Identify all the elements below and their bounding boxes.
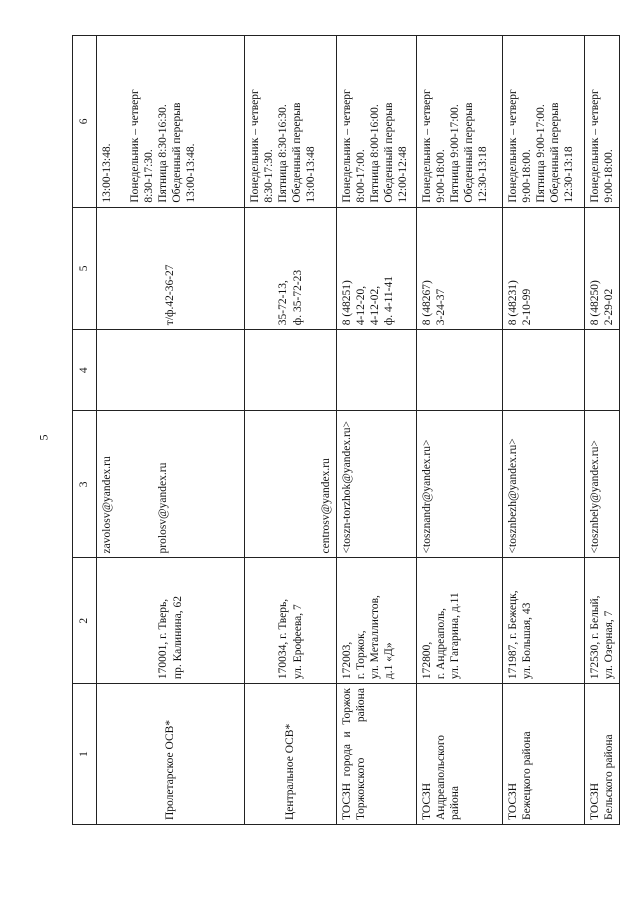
- office-email: zavolosv@yandex.ru prolosv@yandex.ru: [97, 411, 245, 558]
- table-row: [245, 36, 337, 825]
- table-row: [585, 36, 620, 825]
- office-email: <toszn-torzhok@yandex.ru>: [337, 411, 417, 558]
- office-name: ТОСЗН города и Торжок Торжокского района: [337, 684, 417, 825]
- header-col-1: 1: [73, 684, 97, 825]
- office-col4: [337, 330, 417, 411]
- office-hours: Понедельник – четверг 8:00-17:00. Пятница 8:00-16:00. Обеденный перерыв 12:00-12:48: [337, 36, 417, 208]
- office-phone: 8 (48251) 4-12-20, 4-12-02, ф. 4-11-41: [337, 207, 417, 330]
- office-col4: [585, 330, 620, 411]
- office-phone: т/ф.42-36-27: [97, 207, 245, 330]
- office-name: Центральное ОСВ*: [245, 684, 337, 825]
- header-col-6: 6: [73, 36, 97, 208]
- office-name: Пролетарское ОСВ*: [97, 684, 245, 825]
- office-hours: Понедельник – четверг 9:00-18:00. Пятница 9:00-17:00. Обеденный перерыв 12:30-13:18: [417, 36, 503, 208]
- office-name: ТОСЗН Бельского района: [585, 684, 620, 825]
- office-col4: [417, 330, 503, 411]
- office-phone: 8 (48267) 3-24-37: [417, 207, 503, 330]
- office-hours: Понедельник – четверг 9:00-18:00.: [585, 36, 620, 208]
- office-col4: [503, 330, 585, 411]
- office-hours: Понедельник – четверг 9:00-18:00. Пятница 9:00-17:00. Обеденный перерыв 12:30-13:18: [503, 36, 585, 208]
- office-hours: 13:00-13:48. Понедельник – четверг 8:30-17:30. Пятница 8:30-16:30. Обеденный перерыв 13:00-13:48.: [97, 36, 245, 208]
- office-phone: 8 (48231) 2-10-99: [503, 207, 585, 330]
- office-name: ТОСЗН Бежецкого района: [503, 684, 585, 825]
- header-col-4: 4: [73, 330, 97, 411]
- office-email: <tosznbezh@yandex.ru>: [503, 411, 585, 558]
- page-number: 5: [36, 434, 51, 441]
- header-col-5: 5: [73, 207, 97, 330]
- office-name: ТОСЗН Андреапольского района: [417, 684, 503, 825]
- office-address: 172003, г. Торжок, ул. Металлистов, д.1 «Д»: [337, 558, 417, 684]
- header-col-3: 3: [73, 411, 97, 558]
- rotated-table-container: [72, 35, 616, 825]
- office-col4: [245, 330, 337, 411]
- table-row: [337, 36, 417, 825]
- office-phone: 8 (48250) 2-29-02: [585, 207, 620, 330]
- office-phone: 35-72-13, ф. 35-72-23: [245, 207, 337, 330]
- table-row: [97, 36, 245, 825]
- office-address: 170001, г. Тверь, пр. Калинина, 62: [97, 558, 245, 684]
- office-email: <tosznbely@yandex.ru>: [585, 411, 620, 558]
- table-header-row: [73, 36, 97, 825]
- office-address: 172530, г. Белый, ул. Озерная, 7: [585, 558, 620, 684]
- contacts-table: [72, 35, 620, 825]
- office-hours: Понедельник – четверг 8:30-17:30. Пятница 8:30-16:30. Обеденный перерыв 13:00-13:48: [245, 36, 337, 208]
- header-col-2: 2: [73, 558, 97, 684]
- office-address: 172800, г. Андреаполь, ул. Гагарина, д.11: [417, 558, 503, 684]
- table-row: [503, 36, 585, 825]
- office-address: 170034, г. Тверь, ул. Ерофеева, 7: [245, 558, 337, 684]
- office-email: centrosv@yandex.ru: [245, 411, 337, 558]
- office-col4: [97, 330, 245, 411]
- office-address: 171987, г. Бежецк, ул. Большая, 43: [503, 558, 585, 684]
- table-row: [417, 36, 503, 825]
- office-email: <tosznandr@yandex.ru>: [417, 411, 503, 558]
